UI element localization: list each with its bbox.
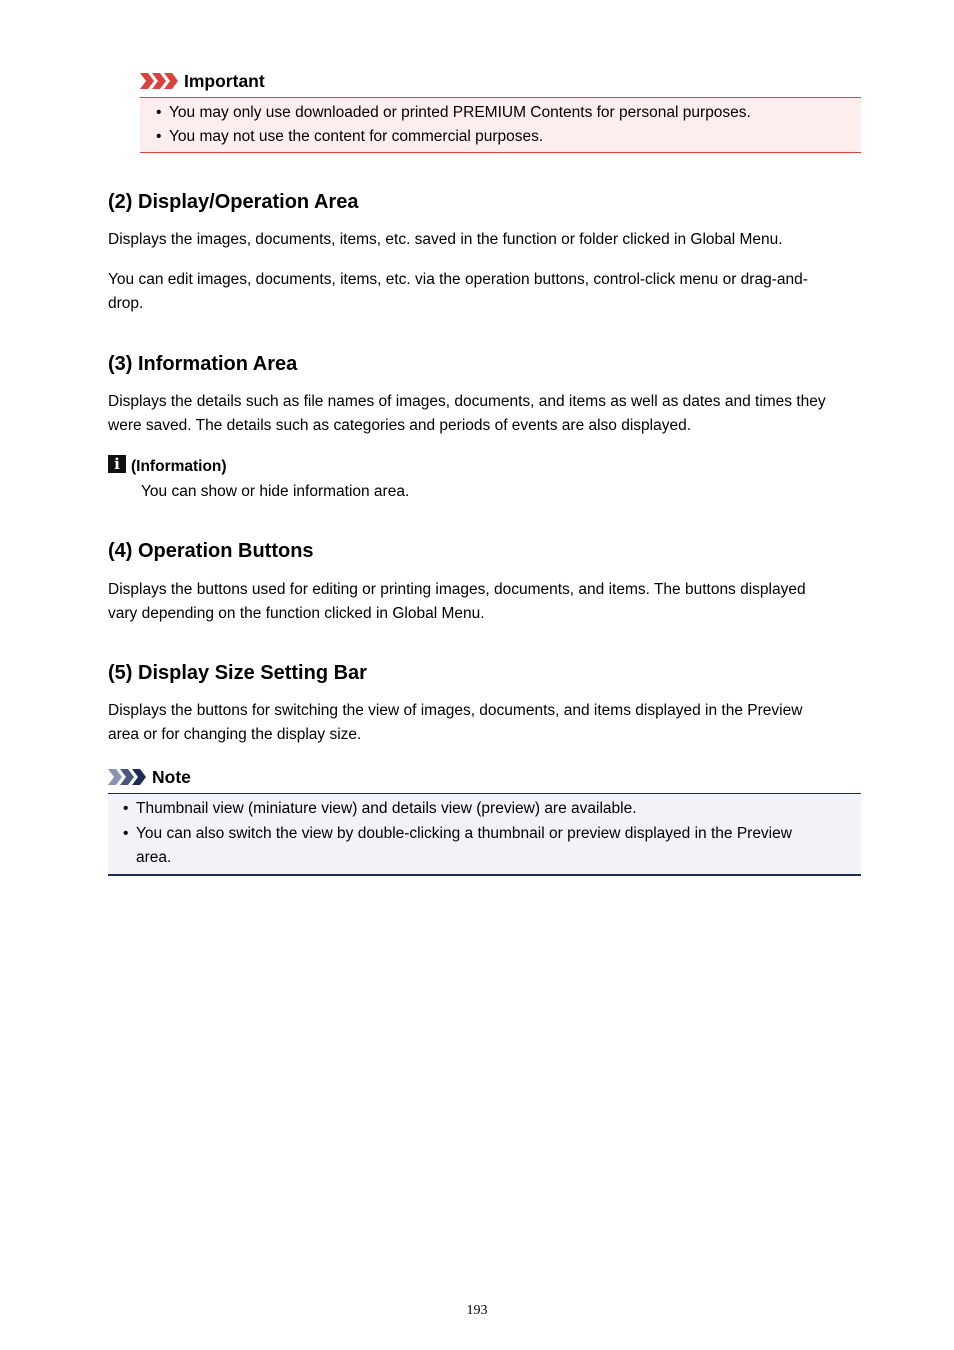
important-chevrons-icon	[140, 73, 180, 89]
important-item-2: You may not use the content for commercial purposes.	[169, 128, 544, 145]
information-label: (Information)	[131, 458, 227, 475]
section-4-heading: (4) Operation Buttons	[108, 540, 314, 562]
important-box	[140, 97, 861, 153]
section-4-paragraph-line-2: vary depending on the function clicked in Global Menu.	[108, 605, 485, 622]
note-item-1: Thumbnail view (miniature view) and details view (preview) are available.	[136, 800, 637, 817]
section-5-paragraph-line-2: area or for changing the display size.	[108, 726, 362, 743]
bullet: •	[156, 128, 162, 145]
important-title: Important	[184, 70, 265, 91]
section-2-heading: (2) Display/Operation Area	[108, 191, 359, 213]
section-5-paragraph-line-1: Displays the buttons for switching the view of images, documents, and items displayed in the Preview	[108, 702, 803, 719]
note-title: Note	[152, 766, 191, 787]
important-header	[140, 69, 265, 93]
note-item-2-line-2: area.	[136, 849, 172, 866]
section-4-paragraph-line-1: Displays the buttons used for editing or printing images, documents, and items. The buttons displayed	[108, 581, 806, 598]
important-item-1: You may only use downloaded or printed PREMIUM Contents for personal purposes.	[169, 104, 751, 121]
note-chevrons-icon	[108, 769, 148, 785]
note-box	[108, 793, 861, 876]
page-number: 193	[466, 1303, 488, 1318]
information-text: You can show or hide information area.	[141, 483, 410, 500]
section-2-paragraph-1: Displays the images, documents, items, etc. saved in the function or folder clicked in Global Menu.	[108, 231, 783, 248]
section-5-heading: (5) Display Size Setting Bar	[108, 662, 367, 684]
section-3-paragraph-line-2: were saved. The details such as categories and periods of events are also displayed.	[108, 417, 692, 434]
section-3-paragraph-line-1: Displays the details such as file names of images, documents, and items as well as dates and times they	[108, 393, 826, 410]
note-item-2-line-1: You can also switch the view by double-clicking a thumbnail or preview displayed in the Preview	[136, 825, 792, 842]
bullet: •	[123, 825, 129, 842]
bullet: •	[156, 104, 162, 121]
section-2-paragraph-2-line-2: drop.	[108, 295, 144, 312]
section-2-paragraph-2-line-1: You can edit images, documents, items, etc. via the operation buttons, control-click menu or drag-and-	[108, 271, 808, 288]
bullet: •	[123, 800, 129, 817]
section-3-heading: (3) Information Area	[108, 353, 298, 375]
info-icon: i	[108, 455, 126, 473]
note-header	[108, 765, 191, 789]
